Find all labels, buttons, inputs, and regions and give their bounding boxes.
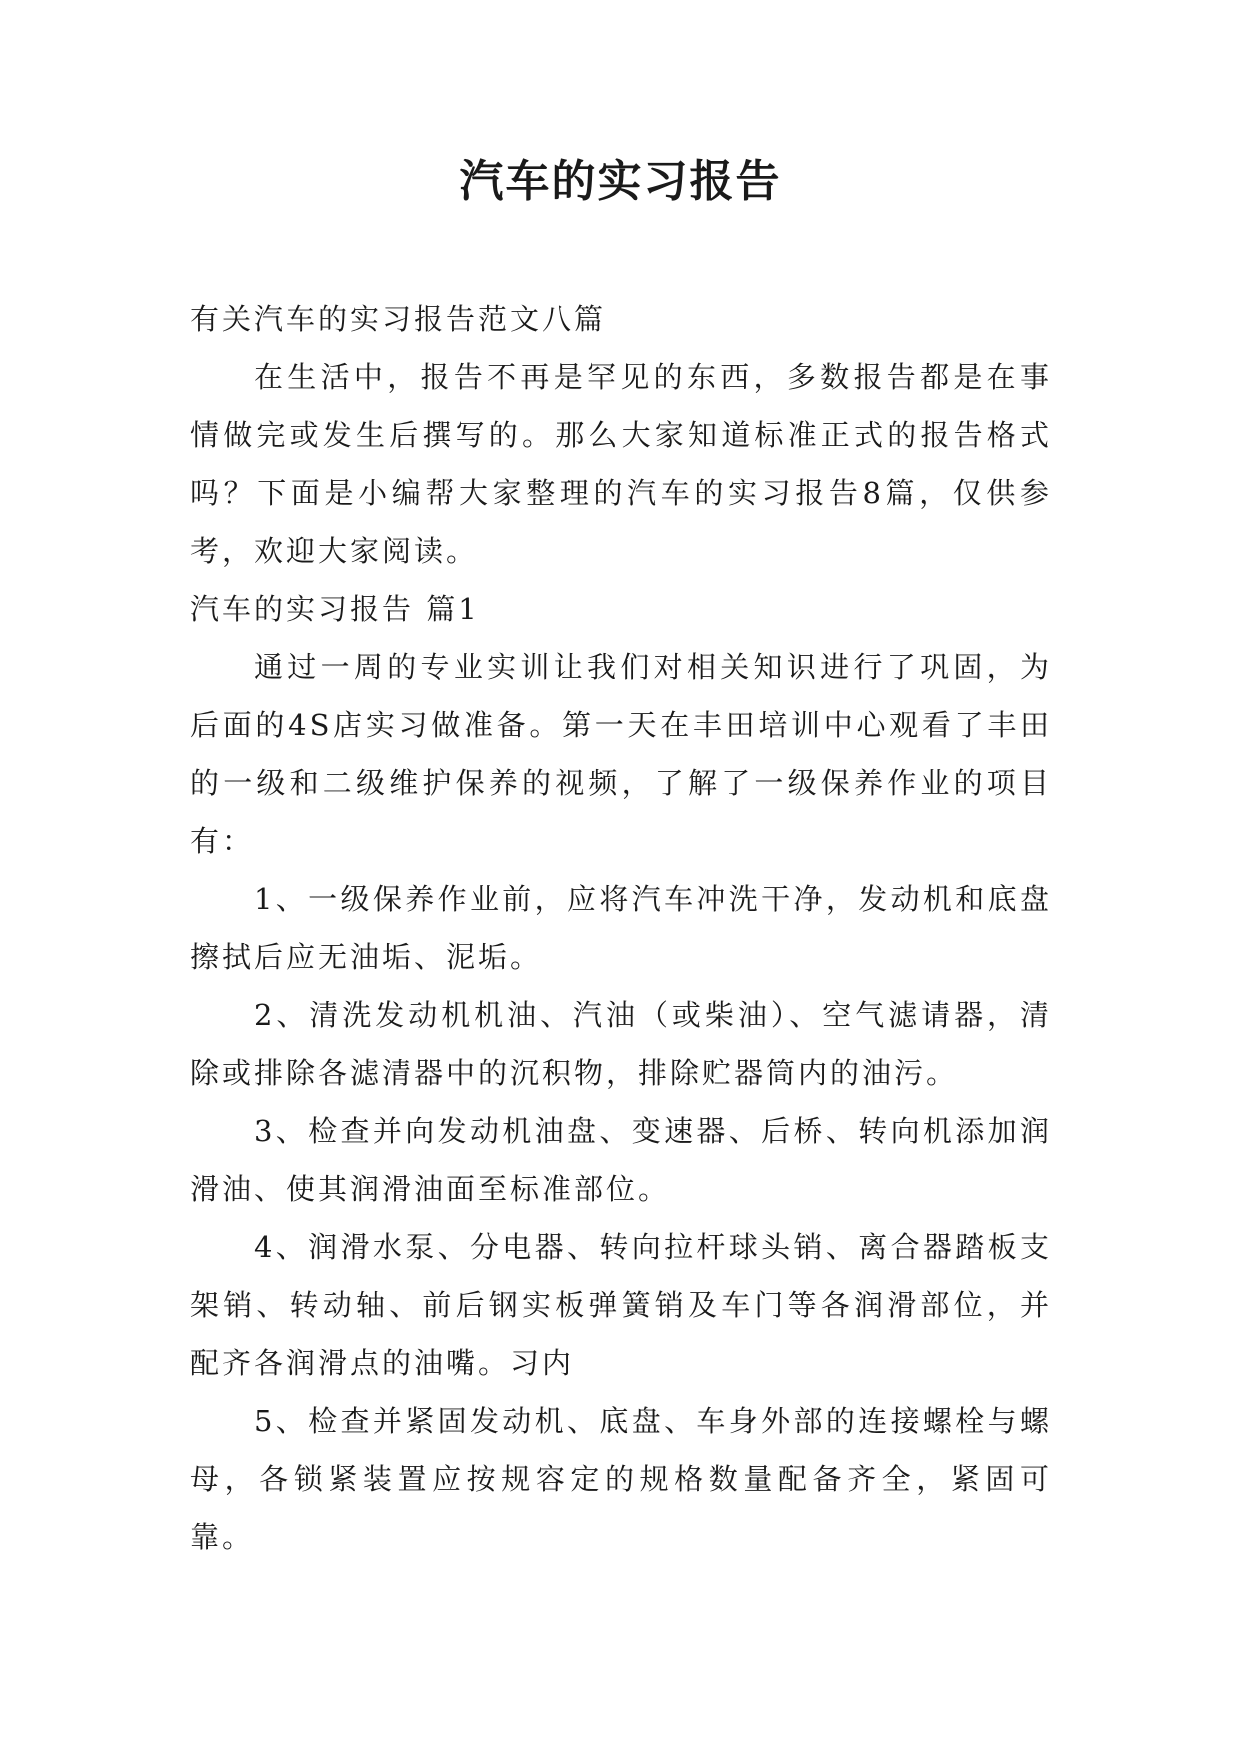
document-title: 汽车的实习报告 [459,156,782,207]
document-subtitle: 有关汽车的实习报告范文八篇 [190,302,607,336]
list-item-3: 3、检查并向发动机油盘、变速器、后桥、转向机添加润滑油、使其润滑油面至标准部位。 [190,1114,1052,1206]
list-item-2: 2、清洗发动机机油、汽油（或柴油）、空气滤请器，清除或排除各滤清器中的沉积物，排除贮器筒内的油污。 [190,998,1052,1090]
section-heading: 汽车的实习报告 篇1 [190,592,480,626]
document-body [190,290,1052,1566]
intro-paragraph: 在生活中，报告不再是罕见的东西，多数报告都是在事情做完或发生后撰写的。那么大家知道标准正式的报告格式吗？下面是小编帮大家整理的汽车的实习报告8篇，仅供参考，欢迎大家阅读。 [190,360,1052,568]
list-item-4: 4、润滑水泵、分电器、转向拉杆球头销、离合器踏板支架销、转动轴、前后钢实板弹簧销及车门等各润滑部位，并配齐各润滑点的油嘴。习内 [190,1230,1052,1380]
paragraph-1: 通过一周的专业实训让我们对相关知识进行了巩固，为后面的4S店实习做准备。第一天在丰田培训中心观看了丰田的一级和二级维护保养的视频，了解了一级保养作业的项目有： [190,650,1052,858]
list-item-5: 5、检查并紧固发动机、底盘、车身外部的连接螺栓与螺母，各锁紧装置应按规容定的规格数量配备齐全，紧固可靠。 [190,1404,1052,1554]
list-item-1: 1、一级保养作业前，应将汽车冲洗干净，发动机和底盘擦拭后应无油垢、泥垢。 [190,882,1052,974]
